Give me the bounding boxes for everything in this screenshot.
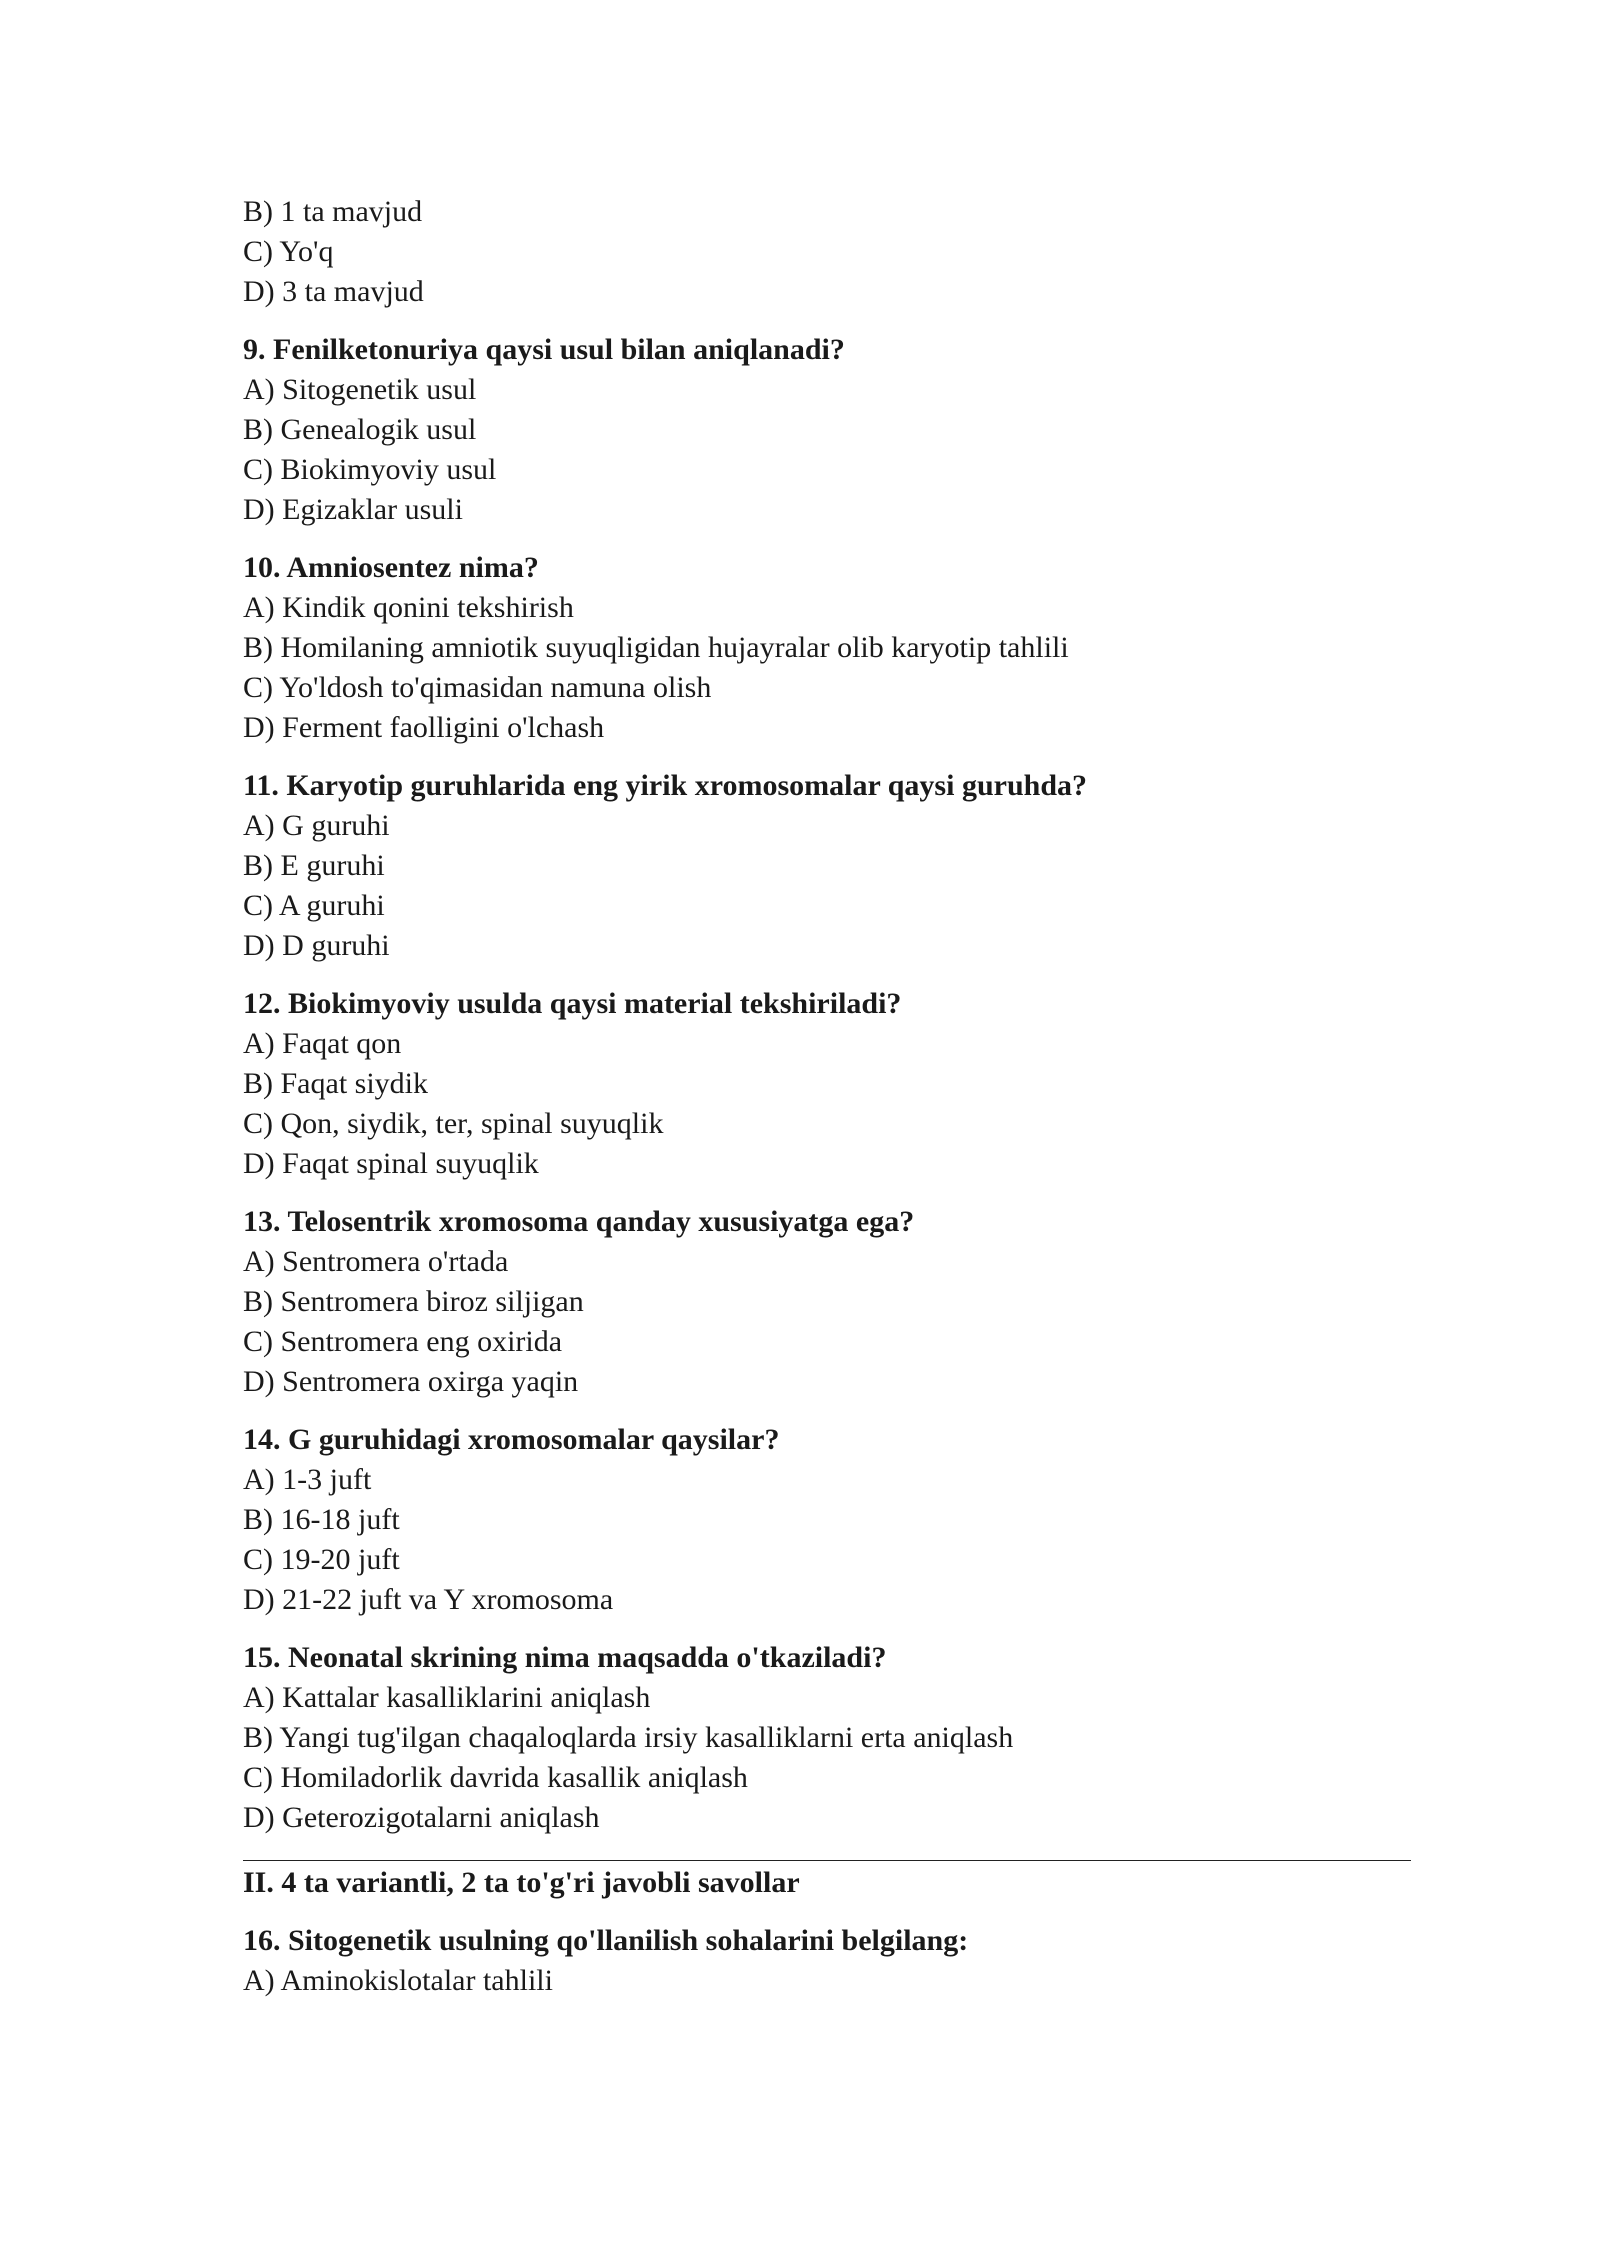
option: C) Yo'q xyxy=(243,235,334,268)
option: A) Sitogenetik usul xyxy=(243,373,477,406)
question-11 xyxy=(243,766,1411,966)
question-title: 13. Telosentrik xromosoma qanday xususiyatga ega? xyxy=(243,1205,915,1238)
option: A) Aminokislotalar tahlili xyxy=(243,1964,553,1997)
option: B) 16-18 juft xyxy=(243,1503,400,1536)
option: C) Qon, siydik, ter, spinal suyuqlik xyxy=(243,1107,664,1140)
option: D) Ferment faolligini o'lchash xyxy=(243,711,605,744)
option: C) Yo'ldosh to'qimasidan namuna olish xyxy=(243,671,712,704)
option: A) 1-3 juft xyxy=(243,1463,372,1496)
question-14 xyxy=(243,1420,1411,1620)
option: D) Geterozigotalarni aniqlash xyxy=(243,1801,600,1834)
option: D) Faqat spinal suyuqlik xyxy=(243,1147,539,1180)
question-13 xyxy=(243,1202,1411,1402)
question-title: 14. G guruhidagi xromosomalar qaysilar? xyxy=(243,1423,780,1456)
section-title: II. 4 ta variantli, 2 ta to'g'ri javobli savollar xyxy=(243,1866,800,1899)
option: B) 1 ta mavjud xyxy=(243,195,423,228)
option: A) Faqat qon xyxy=(243,1027,402,1060)
option: B) Sentromera biroz siljigan xyxy=(243,1285,584,1318)
option: A) Kindik qonini tekshirish xyxy=(243,591,574,624)
option: C) Homiladorlik davrida kasallik aniqlash xyxy=(243,1761,748,1794)
option: D) Egizaklar usuli xyxy=(243,493,463,526)
document-page xyxy=(243,192,1411,2001)
question-9 xyxy=(243,330,1411,530)
option: C) A guruhi xyxy=(243,889,385,922)
question-title: 12. Biokimyoviy usulda qaysi material tekshiriladi? xyxy=(243,987,902,1020)
question-title: 16. Sitogenetik usulning qo'llanilish sohalarini belgilang: xyxy=(243,1924,969,1957)
section-divider xyxy=(243,1860,1411,1861)
option: B) Genealogik usul xyxy=(243,413,477,446)
option: C) Sentromera eng oxirida xyxy=(243,1325,563,1358)
option: D) 3 ta mavjud xyxy=(243,275,424,308)
option: A) Kattalar kasalliklarini aniqlash xyxy=(243,1681,651,1714)
question-10 xyxy=(243,548,1411,748)
option: A) G guruhi xyxy=(243,809,390,842)
option: D) 21-22 juft va Y xromosoma xyxy=(243,1583,614,1616)
question-title: 15. Neonatal skrining nima maqsadda o'tkaziladi? xyxy=(243,1641,887,1674)
option: D) D guruhi xyxy=(243,929,390,962)
option: A) Sentromera o'rtada xyxy=(243,1245,509,1278)
question-title: 10. Amniosentez nima? xyxy=(243,551,539,584)
option: C) 19-20 juft xyxy=(243,1543,400,1576)
option: B) Faqat siydik xyxy=(243,1067,428,1100)
option: B) Homilaning amniotik suyuqligidan hujayralar olib karyotip tahlili xyxy=(243,631,1069,664)
option: B) Yangi tug'ilgan chaqaloqlarda irsiy kasalliklarni erta aniqlash xyxy=(243,1721,1014,1754)
leading-options xyxy=(243,192,1411,312)
option: C) Biokimyoviy usul xyxy=(243,453,497,486)
option: D) Sentromera oxirga yaqin xyxy=(243,1365,579,1398)
question-12 xyxy=(243,984,1411,1184)
question-16 xyxy=(243,1921,1411,2001)
question-title: 11. Karyotip guruhlarida eng yirik xromosomalar qaysi guruhda? xyxy=(243,769,1087,802)
question-title: 9. Fenilketonuriya qaysi usul bilan aniqlanadi? xyxy=(243,333,845,366)
question-15 xyxy=(243,1638,1411,1838)
option: B) E guruhi xyxy=(243,849,385,882)
